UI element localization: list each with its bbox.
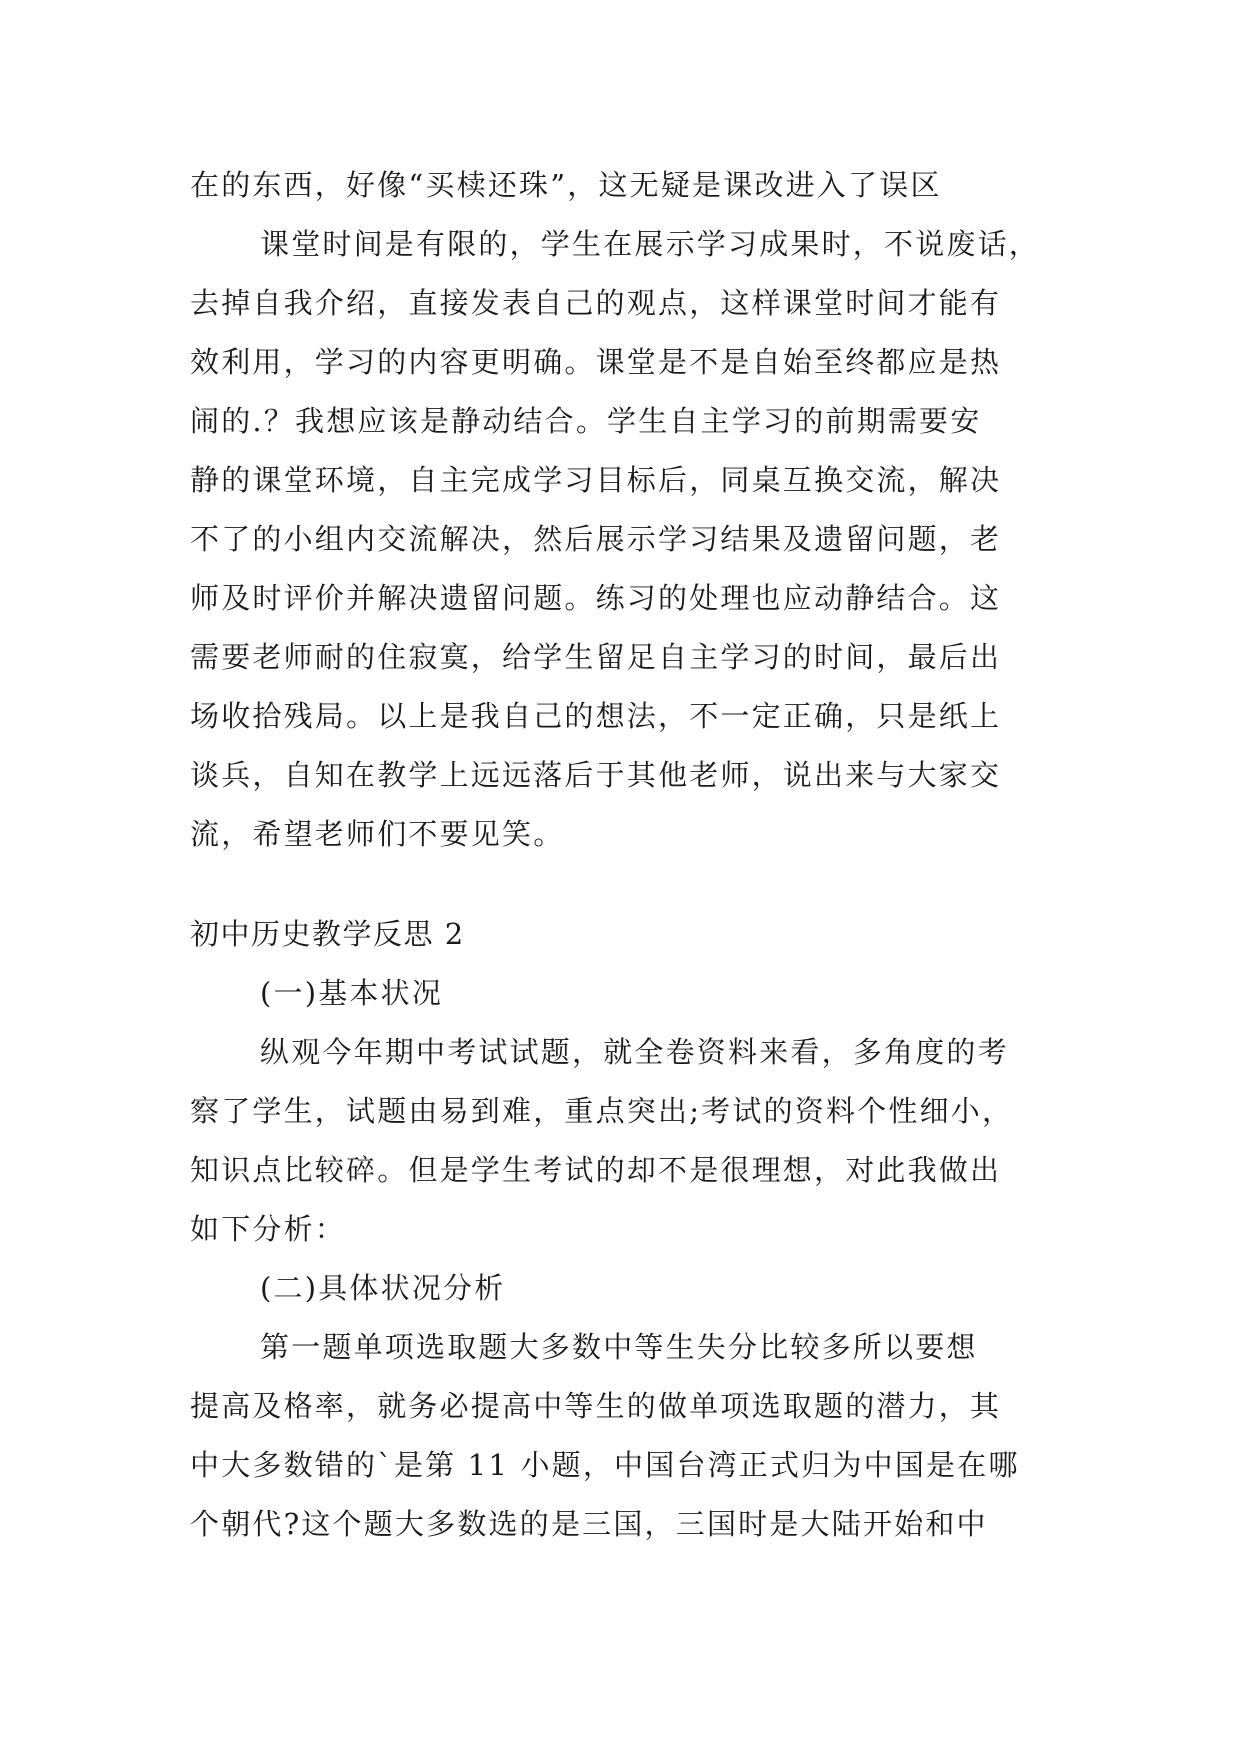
text-line: 静的课堂环境，自主完成学习目标后，同桌互换交流，解决	[190, 463, 1002, 497]
text-line: 如下分析：	[190, 1212, 347, 1246]
text-line: 效利用，学习的内容更明确。课堂是不是自始至终都应是热	[190, 345, 1002, 379]
text-line: 在的东西，好像“买椟还珠”，这无疑是课改进入了误区	[190, 168, 942, 202]
text-line: 察了学生，试题由易到难，重点突出;考试的资料个性细小，	[190, 1094, 1014, 1128]
subheading: (二)具体状况分析	[260, 1271, 506, 1305]
text-line: 个朝代?这个题大多数选的是三国，三国时是大陆开始和中	[190, 1507, 988, 1541]
text-line: 流，希望老师们不要见笑。	[190, 817, 565, 851]
text-line: 纵观今年期中考试试题，就全卷资料来看，多角度的考	[260, 1035, 1009, 1069]
paragraph-section-2	[190, 905, 1052, 1554]
text-line: 需要老师耐的住寂寞，给学生留足自主学习的时间，最后出	[190, 640, 1002, 674]
text-line: 中大多数错的`是第 11 小题，中国台湾正式归为中国是在哪	[190, 1448, 1020, 1482]
text-line: 去掉自我介绍，直接发表自己的观点，这样课堂时间才能有	[190, 286, 1002, 320]
text-line: 谈兵，自知在教学上远远落后于其他老师，说出来与大家交	[190, 758, 1002, 792]
section-title: 初中历史教学反思 2	[190, 917, 465, 951]
text-line: 场收拾残局。以上是我自己的想法，不一定正确，只是纸上	[190, 699, 1002, 733]
paragraph-section-1	[190, 156, 1052, 864]
text-line: 不了的小组内交流解决，然后展示学习结果及遗留问题，老	[190, 522, 1002, 556]
text-line: 师及时评价并解决遗留问题。练习的处理也应动静结合。这	[190, 581, 1002, 615]
text-line: 提高及格率，就务必提高中等生的做单项选取题的潜力，其	[190, 1389, 1002, 1423]
text-line: 第一题单项选取题大多数中等生失分比较多所以要想	[260, 1330, 978, 1364]
text-line: 知识点比较碎。但是学生考试的却不是很理想，对此我做出	[190, 1153, 1002, 1187]
text-line: 闹的.？我想应该是静动结合。学生自主学习的前期需要安	[190, 404, 982, 438]
text-line: 课堂时间是有限的，学生在展示学习成果时，不说废话，	[260, 227, 1041, 261]
subheading: (一)基本状况	[260, 976, 444, 1010]
